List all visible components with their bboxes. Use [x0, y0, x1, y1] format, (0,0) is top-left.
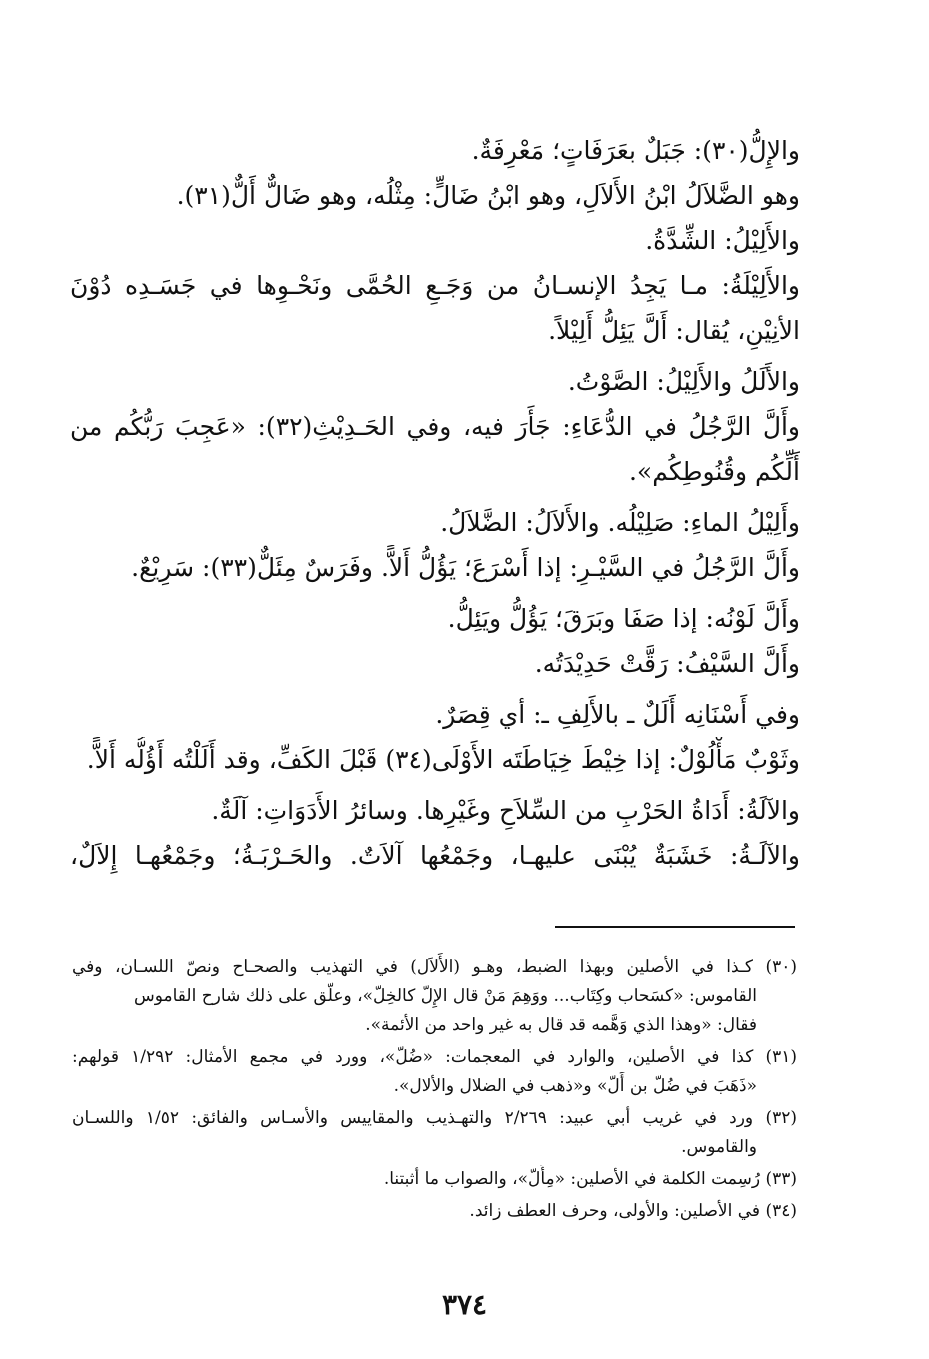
- text-line: وأَلَّ السَّيْفُ: رَقَّتْ حَدِيْدَتُه.: [534, 649, 800, 678]
- text-line: وثَوْبٌ مَأْلُوْلٌ: إذا خِيْطَ خِيَاطَتَه الأَوْلَى(٣٤) قَبْلَ الكَفِّ، وقد أَلَلْتُه أَؤُلُّه أَلاًّ.: [86, 745, 800, 774]
- footnote-30-line: فقال: «وهذا الذي وَهَّمه قد قال به غير واحد من الأئمة».: [365, 1015, 757, 1035]
- text-line: أَلِّكُم وقُنُوطِكُم».: [628, 457, 800, 486]
- text-line: والآلَـةُ: خَشَبَةٌ يُبْنَى عليهـا، وجَمْعُها آلاَتٌ. والحَـرْبَـةُ؛ وجَمْعُهـا إِلاَلٌ،: [70, 841, 800, 870]
- text-line: وأَلَّ الرَّجُلُ في السَّيْـرِ: إذا أَسْرَعَ؛ يَؤُلُّ أَلاًّ. وفَرَسٌ مِئَلٌّ(٣٣): سَرِيْعٌ.: [131, 553, 800, 582]
- footnote-34-line: (٣٤) في الأصلين: والأولى، وحرف العطف زائد.: [469, 1201, 797, 1221]
- text-line: وهو الضَّلاَلُ ابْنُ الأَلاَلِ، وهو ابْنُ ضَالٍّ: مِثْلُه، وهو ضَالٌّ أَلٌّ(٣١).: [176, 181, 800, 210]
- text-line: الأنِيْنِ، يُقال: أَلَّ يَئِلُّ أَلِيْلاً.: [548, 316, 800, 345]
- main-text: [70, 128, 800, 878]
- footnote-33-line: (٣٣) رُسِمت الكلمة في الأصلين: «مِأَلّ»، والصواب ما أثبتنا.: [383, 1169, 797, 1189]
- text-line: وأَلِيْلُ الماءِ: صَلِيْلُه. والأَلاَلُ: الضَّلاَلُ.: [440, 508, 800, 537]
- footnote-31-line: (٣١) كذا في الأصلين، والوارد في المعجمات: «ضُلّ»، وورد في مجمع الأمثال: ١/٢٩٢ قولهم:: [72, 1047, 797, 1067]
- footnote-30-line: القاموس: «كسَحاب وكِتَاب... ووَهِمَ مَنْ قال الإِلّ كالخِلّ»، وعلّق على ذلك شارح القاموس: [133, 986, 757, 1006]
- text-line: والإِلُّ(٣٠): جَبَلٌ بعَرَفَاتٍ؛ مَعْرِفَةٌ.: [471, 136, 800, 165]
- footnote-30-line: (٣٠) كـذا في الأصلين وبهذا الضبط، وهـو (الأَلاَل) في التهذيب والصحـاح ونصّ اللسـان، وفي: [72, 957, 797, 977]
- footnote-32-line: والقاموس.: [681, 1137, 757, 1157]
- text-line: والآلَةُ: أَدَاةُ الحَرْبِ من السِّلاَحِ وغَيْرِها. وسائرُ الأَدَوَاتِ: آلَةٌ.: [211, 796, 800, 825]
- footnote-31-line: «ذَهَبَ في ضُلّ بن أَلّ» و«ذهب في الضلال والألال».: [393, 1076, 757, 1096]
- text-line: والأَلِيْلُ: الشِّدَّةُ.: [645, 226, 800, 255]
- text-line: وفي أَسْنَانِه أَلَلٌ ـ بالأَلِفِ ـ: أي قِصَرٌ.: [435, 700, 800, 729]
- footnote-32-line: (٣٢) ورد في غريب أبي عبيد: ٢/٢٦٩ والتهـذيب والمقاييس والأسـاس والفائق: ١/٥٢ واللسـان: [72, 1108, 797, 1128]
- text-line: والأَلَلُ والأَلِيْلُ: الصَّوْتُ.: [567, 367, 800, 396]
- footnotes: [72, 953, 797, 1226]
- footnote-separator: [555, 926, 795, 928]
- text-line: وأَلَّ الرَّجُلُ في الدُّعَاءِ: جَأَرَ فيه، وفي الحَـدِيْثِ(٣٢): «عَجِبَ رَبُّكُم من: [70, 412, 800, 441]
- text-line: وأَلَّ لَوْنُه: إذا صَفَا وبَرَقَ؛ يَؤُلُّ ويَئِلُّ.: [447, 604, 800, 633]
- text-line: والأَلِيْلَةُ: مـا يَجِدُ الإنسـانُ من وَجَـعِ الحُمَّى ونَحْـوِها في جَسَـدِه دُوْنَ: [70, 271, 800, 300]
- page-number: ٣٧٤: [441, 1288, 488, 1321]
